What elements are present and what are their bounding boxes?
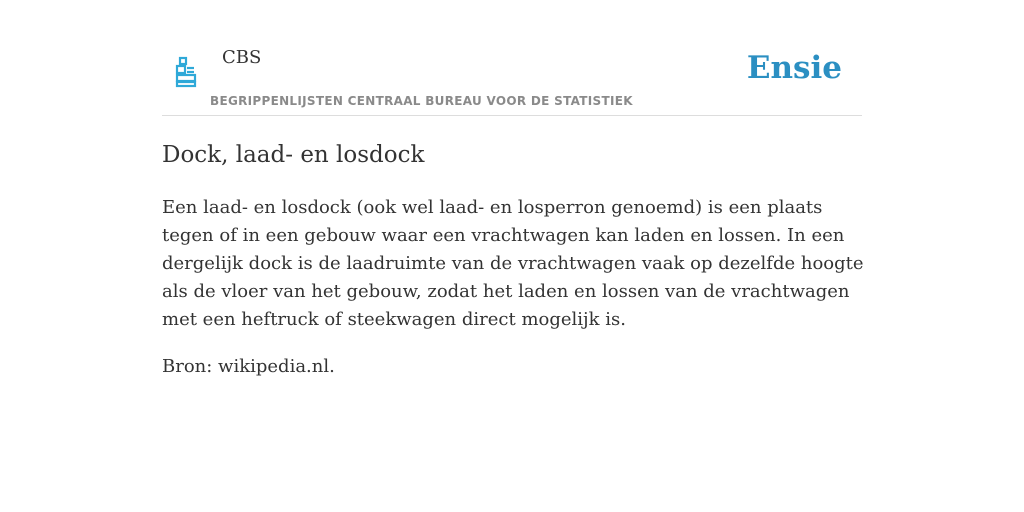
definition-text: Een laad- en losdock (ook wel laad- en losperron genoemd) is een plaats tegen of in een gebouw waar een vrachtwagen kan laden en lossen. In een dergelijk dock is de laadruimte van de vrachtwagen vaak op dezelfde hoogte als de vloer van het gebouw, zodat het laden en lossen van de vrachtwagen met een heftruck of steekwagen direct mogelijk is. bbox=[162, 197, 864, 330]
header bbox=[162, 40, 862, 116]
page-title: Dock, laad- en losdock bbox=[162, 142, 425, 168]
site-subtitle: BEGRIPPENLIJSTEN CENTRAAL BUREAU VOOR DE STATISTIEK bbox=[210, 94, 633, 108]
org-name: CBS bbox=[222, 47, 262, 68]
page bbox=[162, 0, 862, 381]
source-text: Bron: wikipedia.nl. bbox=[162, 356, 335, 377]
ensie-brand-link[interactable]: Ensie bbox=[746, 50, 842, 86]
cbs-logo-icon[interactable] bbox=[174, 56, 198, 88]
